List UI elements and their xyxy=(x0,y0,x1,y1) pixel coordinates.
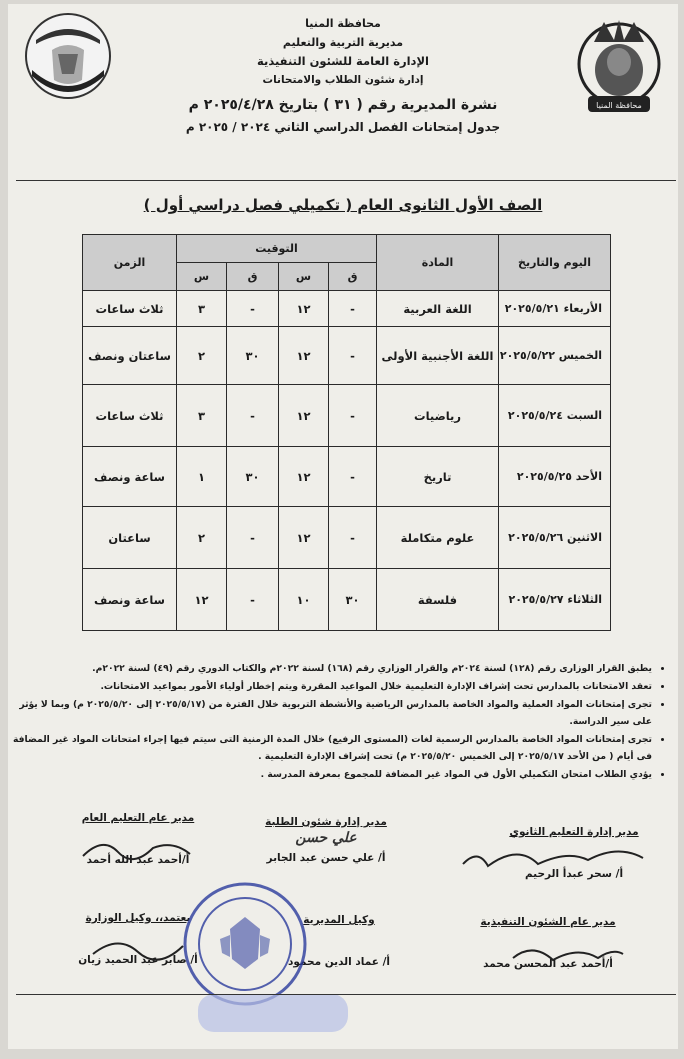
signature-scribble xyxy=(88,934,188,964)
subheader-minute: ق xyxy=(329,263,377,291)
end-hour-cell: ٢ xyxy=(177,507,227,569)
day-cell: الخميس ٢٠٢٥/٥/٢٢ xyxy=(499,327,611,385)
header-divider xyxy=(16,180,676,181)
signature-title: وكيل المديرية xyxy=(303,914,375,926)
grade-title: الصف الأول الثانوى العام ( تكميلي فصل دراسي أول ) xyxy=(143,196,543,214)
start-hour-cell: ١٢ xyxy=(279,447,329,507)
governorate-line: محافظة المنيا xyxy=(305,17,381,30)
document-page xyxy=(8,4,678,1049)
end-hour-cell: ٢ xyxy=(177,327,227,385)
start-hour-cell: ١٢ xyxy=(279,327,329,385)
day-cell: الأربعاء ٢٠٢٥/٥/٢١ xyxy=(499,291,611,327)
handwritten-signature: علي حسن xyxy=(295,830,357,846)
administration-line: الإدارة العامة للشئون التنفيذية xyxy=(257,54,429,68)
start-hour-cell: ١٢ xyxy=(279,291,329,327)
start-minute-cell: ٣٠ xyxy=(329,569,377,631)
subject-cell: تاريخ xyxy=(377,447,499,507)
end-minute-cell: - xyxy=(227,507,279,569)
subheader-hour: س xyxy=(279,263,329,291)
table-row xyxy=(83,447,611,507)
tape-mark xyxy=(198,994,348,1032)
exam-schedule-table xyxy=(82,234,611,631)
footer-divider xyxy=(16,994,676,995)
minya-governorate-logo xyxy=(574,12,664,122)
signature-name: أ/ عماد الدين محمود xyxy=(287,956,391,968)
subject-cell: رياضيات xyxy=(377,385,499,447)
start-hour-cell: ١٢ xyxy=(279,507,329,569)
end-hour-cell: ٣ xyxy=(177,385,227,447)
end-hour-cell: ١ xyxy=(177,447,227,507)
duration-cell: ساعة ونصف xyxy=(83,569,177,631)
signature-name: أ/أحمد عبد الله أحمد xyxy=(86,854,190,866)
table-row xyxy=(83,507,611,569)
logo-caption: محافظة المنيا xyxy=(596,101,642,110)
table-row xyxy=(83,291,611,327)
signature-name: أ/ سحر عبدأ الرحيم xyxy=(524,868,624,880)
note-item: • يؤدي الطلاب امتحان التكميلي الأول في المواد غير المضافة للمجموع بمعرفة المدرسة . xyxy=(10,766,652,783)
header-timing: التوقيت xyxy=(177,235,377,263)
table-row xyxy=(83,327,611,385)
signature-title: مدير إدارة التعليم الثانوي xyxy=(509,826,639,838)
signature-scribble xyxy=(458,840,648,880)
day-cell: الاثنين ٢٠٢٥/٥/٢٦ xyxy=(499,507,611,569)
signature-title: مدير إدارة شئون الطلبة xyxy=(265,816,387,828)
subheader-minute: ق xyxy=(227,263,279,291)
signature-name: أ/أحمد عبد المحسن محمد xyxy=(483,958,613,970)
document-header xyxy=(128,14,558,138)
table-row xyxy=(83,569,611,631)
subject-cell: علوم متكاملة xyxy=(377,507,499,569)
duration-cell: ساعتان xyxy=(83,507,177,569)
signature-name: أ/ علي حسن عبد الجابر xyxy=(266,852,386,864)
duration-cell: ثلاث ساعات xyxy=(83,291,177,327)
schedule-subtitle: جدول إمتحانات الفصل الدراسي الثاني ٢٠٢٤ / ٢٠٢٥ م xyxy=(185,120,501,134)
header-duration: الزمن xyxy=(83,235,177,291)
subject-cell: اللغة الأجنبية الأولى xyxy=(377,327,499,385)
day-cell: السبت ٢٠٢٥/٥/٢٤ xyxy=(499,385,611,447)
duration-cell: ساعتان ونصف xyxy=(83,327,177,385)
note-item: • تعقد الامتحانات بالمدارس تحت إشراف الإدارة التعليمية خلال المواعيد المقررة ويتم إخطار أولياء الأمور بمواعيد الامتحانات. xyxy=(10,678,652,695)
header-day: اليوم والتاريخ xyxy=(499,235,611,291)
end-hour-cell: ٣ xyxy=(177,291,227,327)
note-item: • تجرى إمتحانات المواد الخاصة بالمدارس الرسمية لغات (المستوى الرفيع) خلال المدة الزمنية التى سيتم فيها إجراء امتحانات المواد غير المضافة فى أيام ( من الأحد ٢٠٢٥/٥/١٧ إلى الخميس ٢٠٢٥/٥/٢٠ م) تحت إشراف الإدارة التعليمية . xyxy=(10,731,652,765)
department-line: إدارة شئون الطلاب والامتحانات xyxy=(262,74,424,86)
end-minute-cell: - xyxy=(227,291,279,327)
duration-cell: ثلاث ساعات xyxy=(83,385,177,447)
bulletin-number: نشرة المديرية رقم ( ٣١ ) بتاريخ ٢٠٢٥/٤/٢٨ م xyxy=(188,97,498,113)
table-row xyxy=(83,385,611,447)
end-minute-cell: - xyxy=(227,385,279,447)
signature-title: يعتمد،، وكيل الوزارة xyxy=(85,912,191,924)
subject-cell: فلسفة xyxy=(377,569,499,631)
end-minute-cell: - xyxy=(227,569,279,631)
header-subject: المادة xyxy=(377,235,499,291)
subheader-hour: س xyxy=(177,263,227,291)
start-minute-cell: - xyxy=(329,327,377,385)
signature-title: مدير عام التعليم العام xyxy=(81,812,195,824)
official-stamp xyxy=(180,879,310,1009)
signature-title: مدير عام الشئون التنفيذية xyxy=(480,916,616,928)
signature-name: أ/ صابر عبد الحميد زيان xyxy=(78,954,198,966)
start-minute-cell: - xyxy=(329,507,377,569)
signature-scribble xyxy=(508,940,628,970)
end-minute-cell: ٣٠ xyxy=(227,447,279,507)
start-minute-cell: - xyxy=(329,291,377,327)
end-hour-cell: ١٢ xyxy=(177,569,227,631)
start-minute-cell: - xyxy=(329,385,377,447)
day-cell: الأحد ٢٠٢٥/٥/٢٥ xyxy=(499,447,611,507)
start-minute-cell: - xyxy=(329,447,377,507)
day-cell: الثلاثاء ٢٠٢٥/٥/٢٧ xyxy=(499,569,611,631)
subject-cell: اللغة العربية xyxy=(377,291,499,327)
signature-student-affairs xyxy=(246,816,406,864)
signature-scribble xyxy=(78,832,198,868)
note-item: • تجرى إمتحانات المواد العملية والمواد الخاصة بالمدارس الرياضية والأنشطة التربوية خلال الفترة من (٢٠٢٥/٥/١٧ إلى ٢٠٢٥/٥/٢٠ م) وبما لا يؤثر على سير الدراسة. xyxy=(10,696,652,730)
note-item: • يطبق القرار الوزارى رقم (١٢٨) لسنة ٢٠٢٤م والقرار الوزاري رقم (١٦٨) لسنة ٢٠٢٢م والكتاب الدوري رقم (٤٩) لسنة ٢٠٢٢م. xyxy=(10,660,652,677)
ministry-logo xyxy=(22,10,114,108)
start-hour-cell: ١٢ xyxy=(279,385,329,447)
end-minute-cell: ٣٠ xyxy=(227,327,279,385)
duration-cell: ساعة ونصف xyxy=(83,447,177,507)
directorate-line: مديرية التربية والتعليم xyxy=(282,36,404,49)
start-hour-cell: ١٠ xyxy=(279,569,329,631)
notes-section xyxy=(10,660,666,784)
